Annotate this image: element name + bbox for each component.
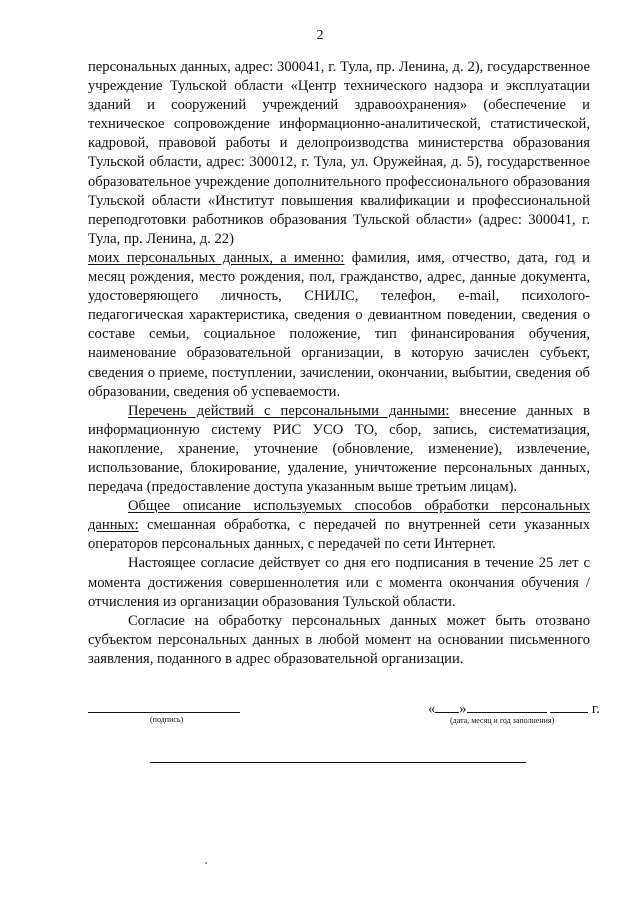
date-caption: (дата, месяц и год заполнения) xyxy=(450,716,555,725)
signature-line[interactable] xyxy=(88,712,240,713)
scan-artifact xyxy=(205,862,207,864)
date-close-quote: » xyxy=(459,701,467,717)
methods-heading: Общее описание используемых способов обработки персональных данных: xyxy=(88,498,590,534)
actions-heading: Перечень действий с персональными данными: xyxy=(128,402,450,419)
methods-paragraph xyxy=(88,497,590,554)
page-number: 2 xyxy=(316,28,324,43)
personal-data-paragraph xyxy=(88,249,590,402)
signature-caption: (подпись) xyxy=(150,715,184,724)
date-open-quote: « xyxy=(428,701,436,717)
methods-description: смешанная обработка, с передачей по внутренней сети указанных операторов персональных данных, с передачей по сети Интернет. xyxy=(88,517,590,553)
month-blank[interactable] xyxy=(467,700,547,713)
full-name-line[interactable] xyxy=(150,762,526,763)
actions-paragraph xyxy=(88,402,590,497)
operators-paragraph: персональных данных, адрес: 300041, г. Тула, пр. Ленина, д. 2), государственное учреждение Тульской области «Центр технического надзора и эксплуатации зданий и сооружений учреждений здравоохранения» (обеспечение и техническое сопровождение информационно-аналитической, статистической, кадровой, правовой работы и делопроизводства министерства образования Тульской области, адрес: 300012, г. Тула, ул. Оружейная, д. 5), государственное образовательное учреждение дополнительного профессионального образования Тульской области «Институт повышения квалификации и профессиональной переподготовки работников образования Тульской области» (адрес: 300041, г. Тула, пр. Ленина, д. 22) xyxy=(88,59,590,247)
personal-data-list: фамилия, имя, отчество, дата, год и месяц рождения, место рождения, пол, гражданство, адрес, данные документа, удостоверяющего личность, СНИЛС, телефон, e-mail, психолого-педагогическая характеристика, сведения о девиантном поведении, сведения о составе семьи, социальное положение, тип финансирования обучения, наименование образовательной организации, в которую зачислен субъект, сведения о приеме, поступлении, зачислении, окончании, выбытии, сведения об образовании, сведения об успеваемости. xyxy=(88,249,590,400)
actions-list: внесение данных в информационную систему РИС УСО ТО, сбор, запись, систематизация, накопление, хранение, уточнение (обновление, изменение), извлечение, использование, блокирование, удаление, уничтожение персональных данных, передача (предоставление доступа указанным выше третьим лицам). xyxy=(88,402,590,496)
personal-data-heading: моих персональных данных, а именно: xyxy=(88,249,345,266)
revocation-paragraph: Согласие на обработку персональных данных может быть отозвано субъектом персональных данных в любой момент на основании письменного заявления, поданного в адрес образовательной организации. xyxy=(88,612,590,667)
signature-block xyxy=(88,700,600,740)
year-blank[interactable] xyxy=(550,700,588,713)
document-body xyxy=(88,58,590,669)
day-blank[interactable] xyxy=(435,700,459,713)
year-suffix: г. xyxy=(591,701,600,717)
validity-paragraph: Настоящее согласие действует со дня его подписания в течение 25 лет с момента достижения совершеннолетия или с момента окончания обучения / отчисления из организации образования Тульской области. xyxy=(88,555,590,610)
